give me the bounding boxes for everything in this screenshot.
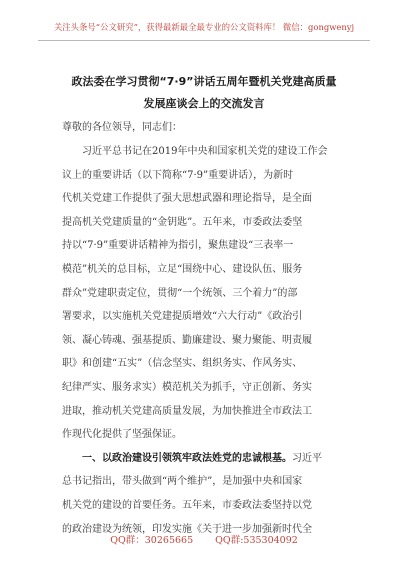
body-text xyxy=(62,140,357,541)
section-1-heading: 一、以政治建设引领筑牢政法姓党的忠诚根基。 xyxy=(82,452,292,464)
paragraph-line: 总书记指出，带头做到“两个维护”，是加强中央和国家 xyxy=(62,476,303,488)
header-divider xyxy=(38,40,370,41)
paragraph-line: 代机关党建工作提供了强大思想武器和理论指导，是全面 xyxy=(62,193,312,205)
paragraph-line: 群众”党建职责定位，贯彻“一个统领、三个着力”的部 xyxy=(62,287,298,299)
title-line-1: 政法委在学习贯彻“7·9”讲话五周年暨机关党建高质量 xyxy=(71,75,337,88)
paragraph-line: 机关党的建设的首要任务。五年来，市委政法委坚持以党 xyxy=(62,499,312,511)
footer xyxy=(0,532,408,546)
section-1-lead-tail: 习近平 xyxy=(292,452,322,464)
paragraph-line: 的政治建设为统领，印发实施《关于进一步加强新时代全 xyxy=(62,523,312,535)
section-1-paragraph xyxy=(62,470,357,541)
paragraph-line: 持以“7·9”重要讲话精神为指引，聚焦建设“三表率一 xyxy=(62,240,294,252)
paragraph-line: 纪律严实、服务求实）模范机关为抓手，守正创新、务实 xyxy=(62,381,312,393)
section-1-lead-line xyxy=(62,447,357,471)
footer-qq-group-2: QQ群:535304092 xyxy=(215,535,298,546)
document-title xyxy=(30,71,378,115)
salutation: 尊敬的各位领导，同志们： xyxy=(62,122,182,133)
header-banner: 关注头条号“公文研究”，获得最新最全最专业的公文资料库！ 微信：gongwenyj xyxy=(53,22,355,32)
paragraph-1 xyxy=(62,140,357,447)
paragraph-line: 领、凝心铸魂、强基提质、勤廉建设、聚力聚能、明责履 xyxy=(62,334,312,346)
paragraph-line: 职》和创建“五实”（信念坚实、组织务实、作风务实、 xyxy=(62,358,303,370)
footer-qq-group-1: QQ群：30265665 xyxy=(110,535,194,546)
paragraph-line: 作现代化提供了坚强保证。 xyxy=(62,429,182,441)
paragraph-line: 提高机关党建质量的“金钥匙”。五年来，市委政法委坚 xyxy=(62,216,303,228)
paragraph-line: 署要求，以实施机关党建提质增效“六大行动”《政治引 xyxy=(62,311,303,323)
paragraph-line: 议上的重要讲话（以下简称“7·9”重要讲话），为新时 xyxy=(62,169,294,181)
paragraph-line: 习近平总书记在2019年中央和国家机关党的建设工作会 xyxy=(82,146,328,157)
paragraph-line: 进取，推动机关党建高质量发展，为加快推进全市政法工 xyxy=(62,405,312,417)
paragraph-line: 模范”机关的总目标，立足“围绕中心、建设队伍、服务 xyxy=(62,263,303,275)
title-line-2: 发展座谈会上的交流发言 xyxy=(143,97,265,110)
